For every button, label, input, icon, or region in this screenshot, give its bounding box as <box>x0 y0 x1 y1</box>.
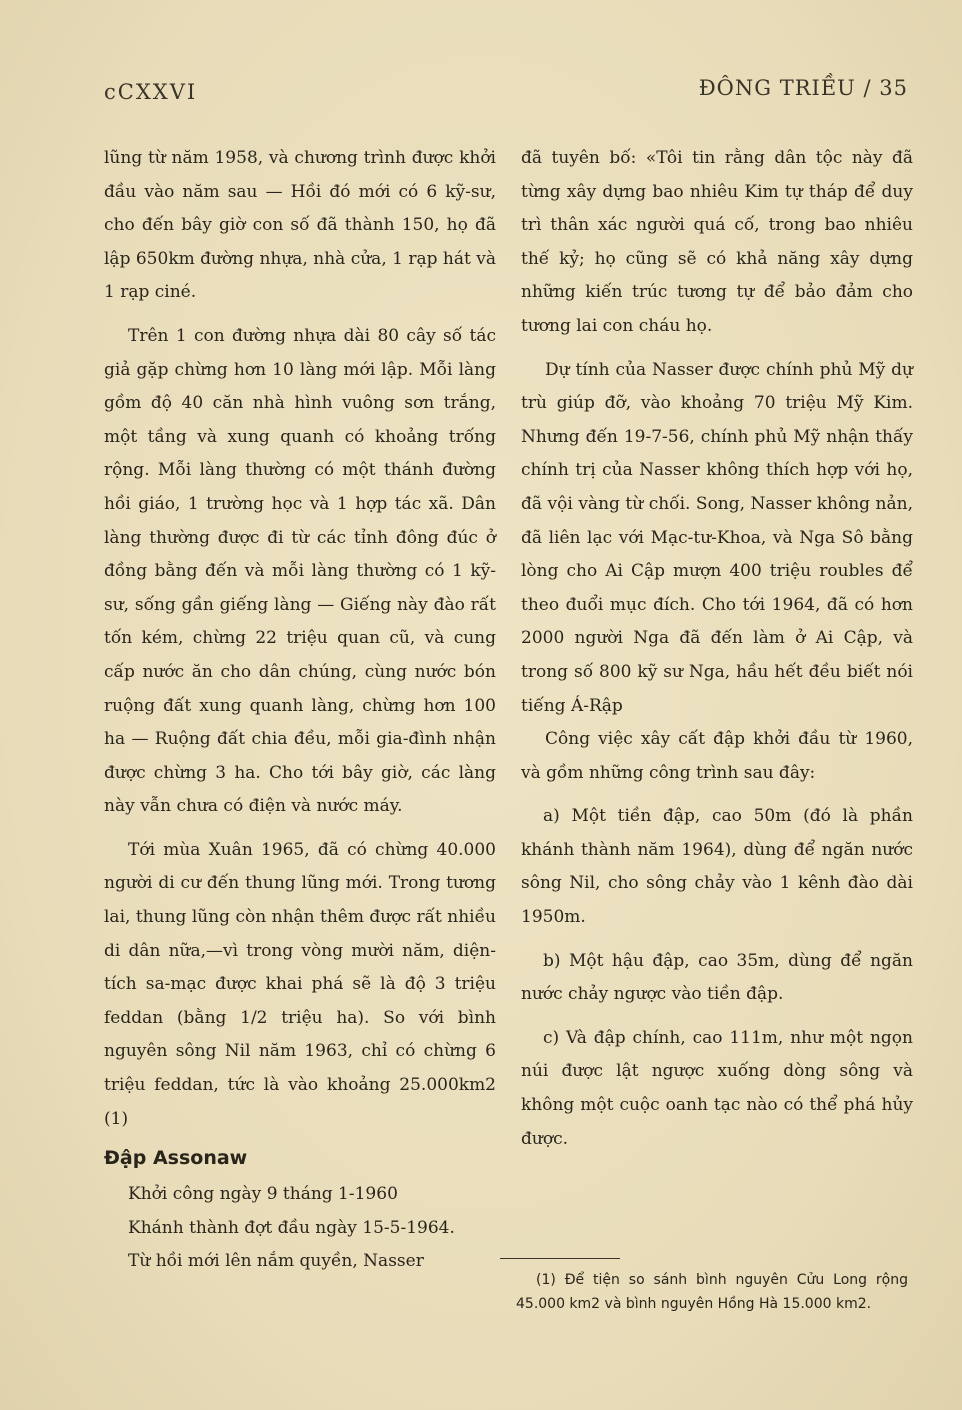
page-header-right: ĐÔNG TRIỀU / 35 <box>698 76 908 100</box>
paragraph: Công việc xây cất đập khởi đầu từ 1960, và gồm những công trình sau đây: <box>521 729 913 783</box>
footnote-divider <box>500 1258 620 1259</box>
left-column <box>104 142 496 1279</box>
paragraph: Tới mùa Xuân 1965, đã có chừng 40.000 người di cư đến thung lũng mới. Trong tương lai, thung lũng còn nhận thêm được rất nhiều di dân nữa,—vì trong vòng mười năm, diện-tích sa-mạc được khai phá sẽ là độ 3 triệu feddan (bằng 1/2 triệu ha). So với bình nguyên sông Nil năm 1963, chỉ có chừng 6 triệu feddan, tức là vào khoảng 25.000km2 (1) <box>104 839 496 1129</box>
paragraph: đã tuyên bố: «Tôi tin rằng dân tộc này đã từng xây dựng bao nhiêu Kim tự tháp để duy trì thân xác người quá cố, trong bao nhiêu thế kỷ; họ cũng sẽ có khả năng xây dựng những kiến trúc tương tự để bảo đảm cho tương lai con cháu họ. <box>521 148 913 336</box>
list-item: a) Một tiền đập, cao 50m (đó là phần khánh thành năm 1964), dùng để ngăn nước sông Nil, cho sông chảy vào 1 kênh đào dài 1950m. <box>521 806 913 928</box>
footnote <box>516 1268 908 1316</box>
paragraph: Trên 1 con đường nhựa dài 80 cây số tác giả gặp chừng hơn 10 làng mới lập. Mỗi làng gồm độ 40 căn nhà hình vuông sơn trắng, một tầng và xung quanh có khoảng trống rộng. Mỗi làng thường có một thánh đường hồi giáo, 1 trường học và 1 hợp tác xã. Dân làng thường được đi từ các tỉnh đông đúc ở đồng bằng đến và mỗi làng thường có 1 kỹ-sư, sống gần giếng làng — Giếng này đào rất tốn kém, chừng 22 triệu quan cũ, và cung cấp nước ăn cho dân chúng, cùng nước bón ruộng đất xung quanh làng, chừng hơn 100 ha — Ruộng đất chia đều, mỗi gia-đình nhận được chừng 3 ha. Cho tới bây giờ, các làng này vẫn chưa có điện và nước máy. <box>104 325 496 817</box>
section-heading: Đập Assonaw <box>104 1147 248 1170</box>
footnote-text: (1) Để tiện so sánh bình nguyên Cửu Long rộng 45.000 km2 và bình nguyên Hồng Hà 15.000 km2. <box>516 1272 908 1312</box>
text-line: Từ hồi mới lên nắm quyền, Nasser <box>128 1251 424 1272</box>
page-header-left: cCXXVI <box>104 80 198 104</box>
paragraph: Dự tính của Nasser được chính phủ Mỹ dự trù giúp đỡ, vào khoảng 70 triệu Mỹ Kim. Nhưng đến 19-7-56, chính phủ Mỹ nhận thấy chính trị của Nasser không thích hợp với họ, đã vội vàng từ chối. Song, Nasser không nản, đã liên lạc với Mạc-tư-Khoa, và Nga Sô bằng lòng cho Ai Cập mượn 400 triệu roubles để theo đuổi mục đích. Cho tới 1964, đã có hơn 2000 người Nga đã đến làm ở Ai Cập, và trong số 800 kỹ sư Nga, hầu hết đều biết nói tiếng Á-Rập <box>521 359 913 716</box>
text-line: Khởi công ngày 9 tháng 1-1960 <box>128 1184 398 1205</box>
right-column <box>521 142 913 1156</box>
list-item: c) Và đập chính, cao 111m, như một ngọn núi được lật ngược xuống dòng sông và không một cuộc oanh tạc nào có thể phá hủy được. <box>521 1027 913 1149</box>
text-line: Khánh thành đợt đầu ngày 15-5-1964. <box>128 1217 455 1238</box>
paragraph: lũng từ năm 1958, và chương trình được khởi đầu vào năm sau — Hồi đó mới có 6 kỹ-sư, cho đến bây giờ con số đã thành 150, họ đã lập 650km đường nhựa, nhà cửa, 1 rạp hát và 1 rạp ciné. <box>104 148 496 303</box>
list-item: b) Một hậu đập, cao 35m, dùng để ngăn nước chảy ngược vào tiền đập. <box>521 950 913 1005</box>
